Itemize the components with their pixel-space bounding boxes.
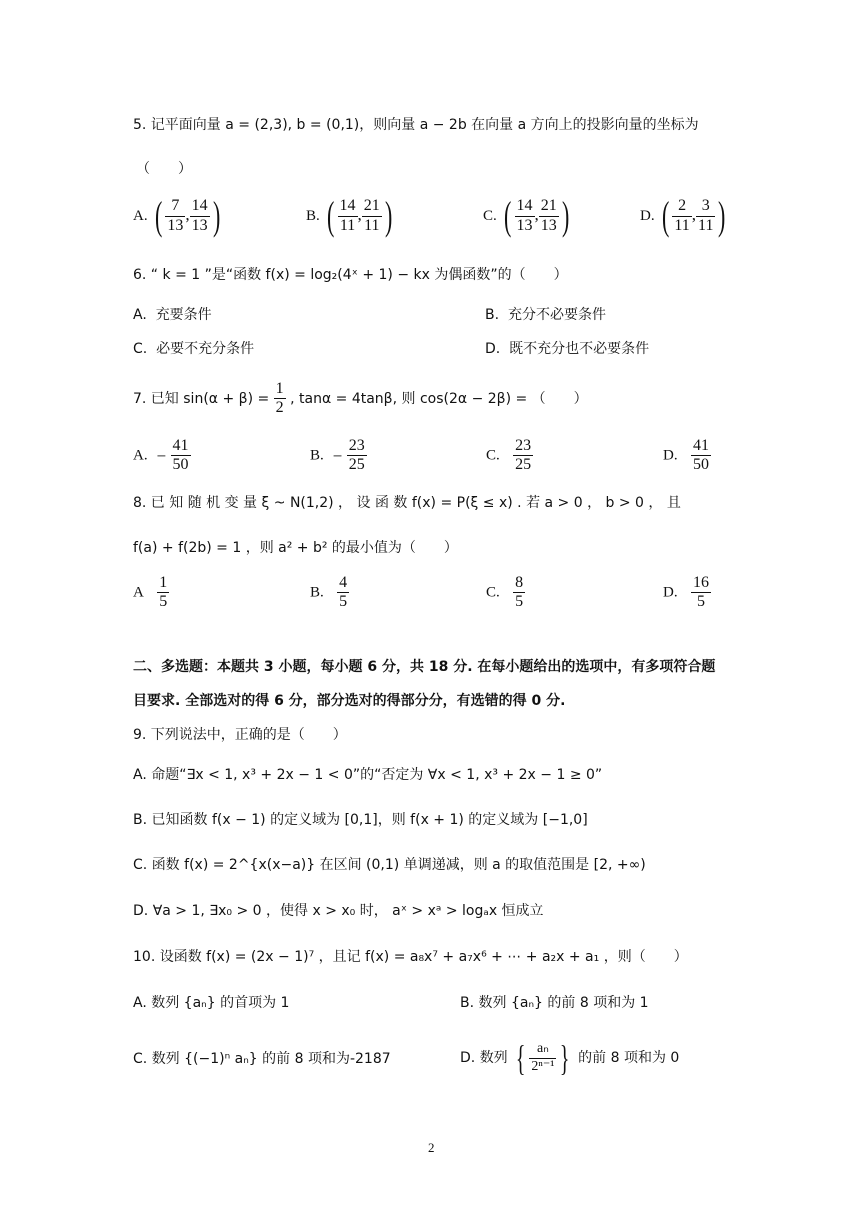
q5-option-c: C. ( $\frac{14}{13}$ , $\frac{21}{13}$ ): [483, 193, 570, 238]
q7-option-c: C. $\frac{23}{25}$: [486, 437, 532, 474]
q9-option-c: C. 函数 f(x) = 2^{x(x−a)} 在区间 (0,1) 单调递减，则 a 的取值范围是 [2, +∞): [133, 857, 646, 873]
section-heading-line1: 二、多选题：本题共 3 小题，每小题 6 分，共 18 分. 在每小题给出的选项中，有多项符合题: [133, 659, 716, 675]
q6-stem: 6. “ k = 1 ”是“函数 f(x) = log₂(4ˣ + 1) − kx 为偶函数”的（ ）: [133, 267, 568, 283]
q9-option-d: D. ∀a > 1, ∃x₀ > 0 ，使得 x > x₀ 时， aˣ > xᵃ > logₐx 恒成立: [133, 903, 544, 919]
q5-option-d: D. ( $\frac{2}{11}$ , $\frac{3}{11}$ ): [640, 193, 726, 238]
q8-option-c: C. $\frac{8}{5}$: [486, 574, 524, 611]
q9-option-b: B. 已知函数 f(x − 1) 的定义域为 [0,1]，则 f(x + 1) 的定义域为 [−1,0]: [133, 812, 588, 828]
q8-option-d: D. $\frac{16}{5}$: [663, 574, 709, 611]
q8-stem-line2: f(a) + f(2b) = 1 ，则 a² + b² 的最小值为（ ）: [133, 540, 458, 556]
q6-option-a: A. 充要条件: [133, 307, 212, 323]
q7-option-b: B. − $\frac{23}{25}$: [310, 437, 365, 474]
q7-option-d: D. $\frac{41}{50}$: [663, 437, 709, 474]
q7-stem: 7. 已知 sin(α + β) = $\frac{1}{2}$ , tanα = 4tanβ, 则 cos(2α − 2β) = （ ）: [133, 380, 588, 417]
q8-stem-line1: 8. 已 知 随 机 变 量 ξ ~ N(1,2) ， 设 函 数 f(x) = P(ξ ≤ x) . 若 a > 0 ， b > 0 ， 且: [133, 495, 681, 511]
q10-stem: 10. 设函数 f(x) = (2x − 1)⁷ ，且记 f(x) = a₈x⁷ + a₇x⁶ + ⋯ + a₂x + a₁ ，则（ ）: [133, 949, 688, 965]
q6-option-d: D. 既不充分也不必要条件: [485, 341, 650, 357]
q5-option-b: B. ( $\frac{14}{11}$ , $\frac{21}{11}$ ): [306, 193, 393, 238]
q5-answer-paren: （ ）: [136, 161, 192, 177]
q9-option-a: A. 命题“∃x < 1, x³ + 2x − 1 < 0”的“否定为 ∀x < 1, x³ + 2x − 1 ≥ 0”: [133, 767, 603, 783]
q5-option-a: A. ( $\frac{7}{13}$ , $\frac{14}{13}$ ): [133, 193, 220, 238]
q10-option-b: B. 数列 {aₙ} 的前 8 项和为 1: [460, 995, 649, 1011]
q10-option-a: A. 数列 {aₙ} 的首项为 1: [133, 995, 290, 1011]
q7-option-a: A. − $\frac{41}{50}$: [133, 437, 189, 474]
q8-option-b: B. $\frac{4}{5}$: [310, 574, 348, 611]
q8-option-a: A $\frac{1}{5}$: [133, 574, 168, 611]
q6-option-c: C. 必要不充分条件: [133, 341, 255, 357]
section-heading-line2: 目要求. 全部选对的得 6 分，部分选对的得部分分，有选错的得 0 分.: [133, 693, 566, 709]
q10-option-d: D. 数列 { $\frac{\text{aₙ}}{\text{2ⁿ⁻¹}}$ } 的前 8 项和为 0: [460, 1038, 680, 1078]
page-number: 2: [428, 1140, 435, 1155]
q5-stem: 5. 记平面向量 a = (2,3), b = (0,1)，则向量 a − 2b 在向量 a 方向上的投影向量的坐标为: [133, 117, 699, 133]
q6-option-b: B. 充分不必要条件: [485, 307, 606, 323]
q9-stem: 9. 下列说法中，正确的是（ ）: [133, 727, 347, 743]
q10-option-c: C. 数列 {(−1)ⁿ aₙ} 的前 8 项和为-2187: [133, 1051, 391, 1067]
